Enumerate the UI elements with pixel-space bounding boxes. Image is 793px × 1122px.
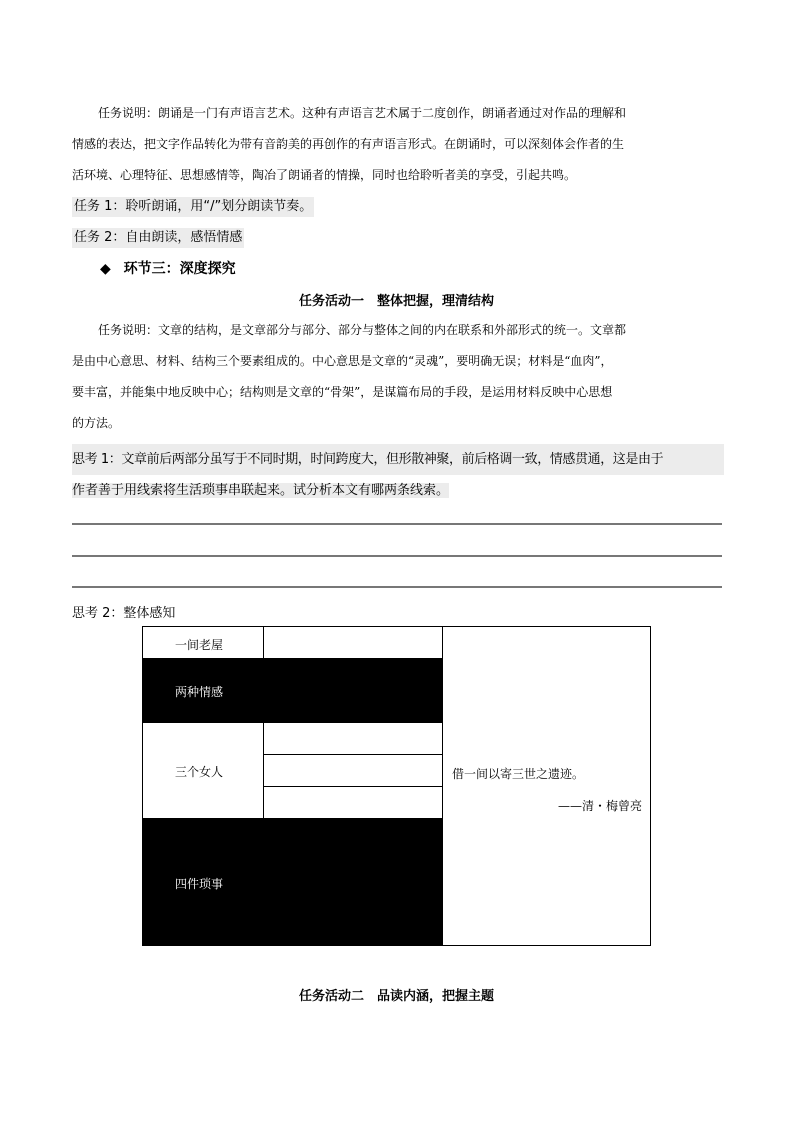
- cell-three-women-label: [142, 722, 264, 819]
- structure-line-4: 的方法。: [72, 416, 121, 430]
- answer-line-1[interactable]: [72, 523, 722, 525]
- answer-line-2[interactable]: [72, 555, 722, 557]
- section-3-heading: [100, 258, 236, 278]
- think-1-line-1: 思考 1：文章前后两部分虽写于不同时期，时间跨度大，但形散神聚，前后格调一致，情感贯通，这是由于: [72, 444, 724, 475]
- table-quote-attribution: ——清・梅曾亮: [557, 799, 642, 813]
- structure-line-1: 任务说明：文章的结构，是文章部分与部分、部分与整体之间的内在联系和外部形式的统一。文章都: [98, 323, 627, 337]
- structure-line-2: 是由中心意思、材料、结构三个要素组成的。中心意思是文章的“灵魂”，要明确无误；材料是“血肉”，: [72, 354, 613, 368]
- row-one-room: 一间老屋: [175, 638, 224, 652]
- task-2: 任务 2：自由朗读，感悟情感: [72, 228, 244, 248]
- think-2-label: 思考 2：整体感知: [72, 606, 176, 621]
- structure-line-3: 要丰富，并能集中地反映中心；结构则是文章的“骨架”，是谋篇布局的手段，是运用材料反映中心思想: [72, 385, 613, 399]
- structure-paragraph: [72, 315, 722, 439]
- row-four-trivia: 四件琐事: [175, 877, 224, 891]
- cell-four-trivia: [142, 818, 443, 946]
- activity-2-title: 任务活动二 品读内涵，把握主题: [298, 989, 494, 1004]
- row-three-women: 三个女人: [175, 765, 224, 779]
- cell-two-emotions: [142, 658, 443, 723]
- cell-one-room-answer[interactable]: [263, 626, 443, 659]
- diamond-bullet-icon: ◆: [100, 261, 111, 277]
- intro-paragraph: [72, 98, 722, 191]
- think-1-line-2: 作者善于用线索将生活琐事串联起来。试分析本文有哪两条线索。: [72, 483, 450, 498]
- table-quote: 借一间以寄三世之遗迹。: [452, 767, 585, 781]
- answer-line-3[interactable]: [72, 586, 722, 588]
- cell-quote: [442, 626, 651, 946]
- cell-three-women-answer-1[interactable]: [263, 722, 443, 755]
- cell-one-room-label: [142, 626, 264, 659]
- think-1: [72, 444, 724, 506]
- cell-three-women-answer-3[interactable]: [263, 786, 443, 819]
- intro-line-1: 任务说明：朗诵是一门有声语言艺术。这种有声语言艺术属于二度创作，朗诵者通过对作品的理解和: [98, 106, 627, 120]
- intro-line-2: 情感的表达，把文字作品转化为带有音韵美的再创作的有声语言形式。在朗诵时，可以深刻体会作者的生: [72, 137, 625, 151]
- activity-1-title: 任务活动一 整体把握，理清结构: [298, 294, 494, 309]
- section-3-title: 环节三：深度探究: [123, 261, 236, 277]
- row-two-emotions: 两种情感: [175, 685, 224, 699]
- intro-line-3: 活环境、心理特征、思想感情等，陶冶了朗诵者的情操，同时也给聆听者美的享受，引起共鸣。: [72, 168, 577, 182]
- task-1: 任务 1：聆听朗诵，用“/”划分朗读节奏。: [72, 197, 314, 217]
- cell-three-women-answer-2[interactable]: [263, 754, 443, 787]
